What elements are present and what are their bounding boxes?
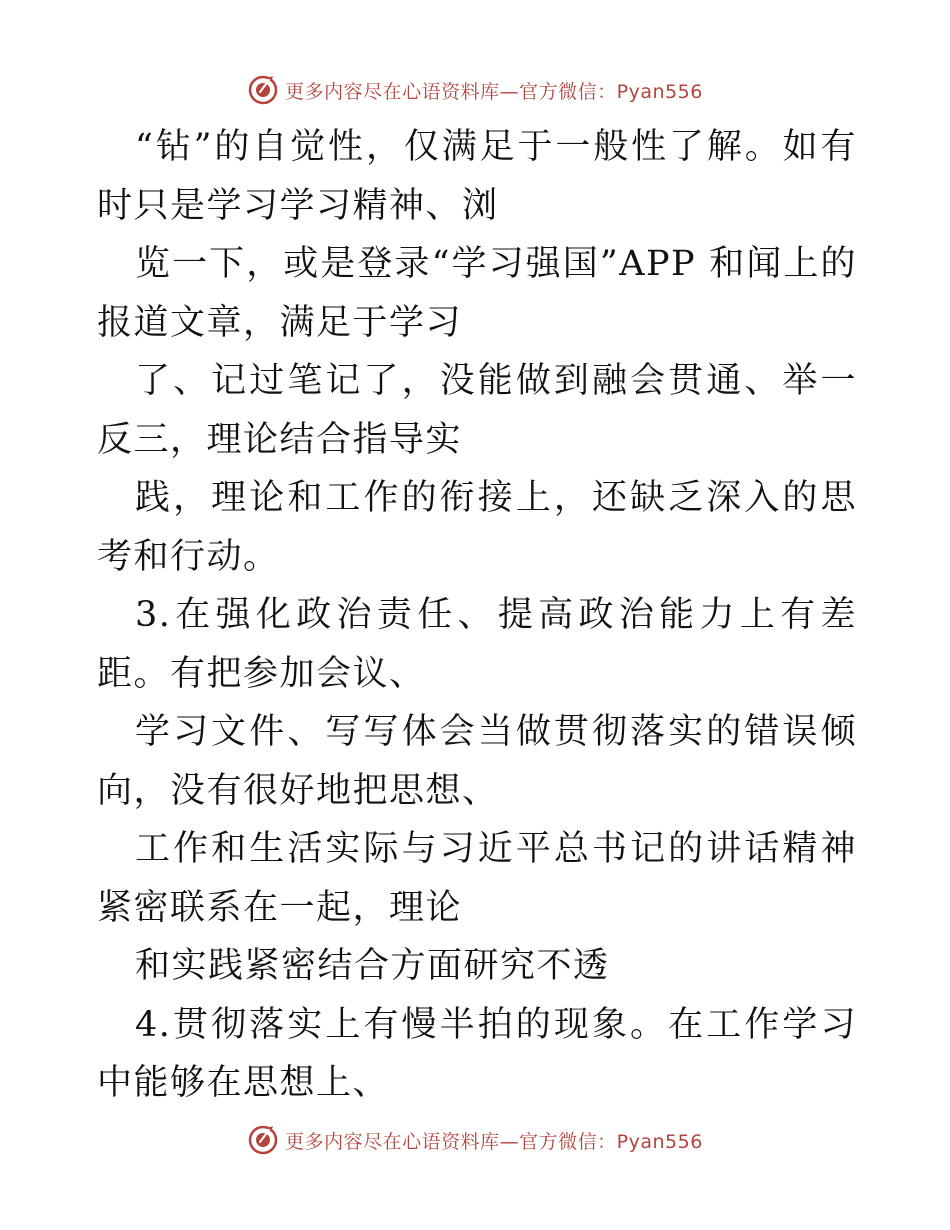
paragraph-9: 4.贯彻落实上有慢半拍的现象。在工作学习中能够在思想上、 bbox=[97, 1004, 857, 1103]
document-body bbox=[97, 118, 857, 1113]
paragraph-2: 览一下，或是登录“学习强国”APP 和闻上的报道文章，满足于学习 bbox=[97, 244, 857, 343]
paragraph-1: “钻”的自觉性，仅满足于一般性了解。如有时只是学习学习精神、浏 bbox=[97, 127, 857, 226]
paragraph-4: 践，理论和工作的衔接上，还缺乏深入的思考和行动。 bbox=[97, 478, 857, 577]
pen-logo-icon bbox=[247, 74, 279, 106]
header-watermark-banner bbox=[0, 70, 950, 110]
paragraph-8: 和实践紧密结合方面研究不透 bbox=[135, 946, 610, 986]
paragraph-5: 3.在强化政治责任、提高政治能力上有差距。有把参加会议、 bbox=[97, 595, 857, 694]
pen-logo-icon bbox=[247, 1124, 279, 1156]
footer-watermark-banner bbox=[0, 1120, 950, 1160]
paragraph-6: 学习文件、写写体会当做贯彻落实的错误倾向，没有很好地把思想、 bbox=[97, 712, 857, 811]
paragraph-3: 了、记过笔记了，没能做到融会贯通、举一反三，理论结合指导实 bbox=[97, 361, 857, 460]
paragraph-7: 工作和生活实际与习近平总书记的讲话精神紧密联系在一起，理论 bbox=[97, 829, 857, 928]
footer-watermark-text: 更多内容尽在心语资料库—官方微信：Pyan556 bbox=[285, 1130, 703, 1153]
header-watermark-text: 更多内容尽在心语资料库—官方微信：Pyan556 bbox=[285, 80, 703, 103]
